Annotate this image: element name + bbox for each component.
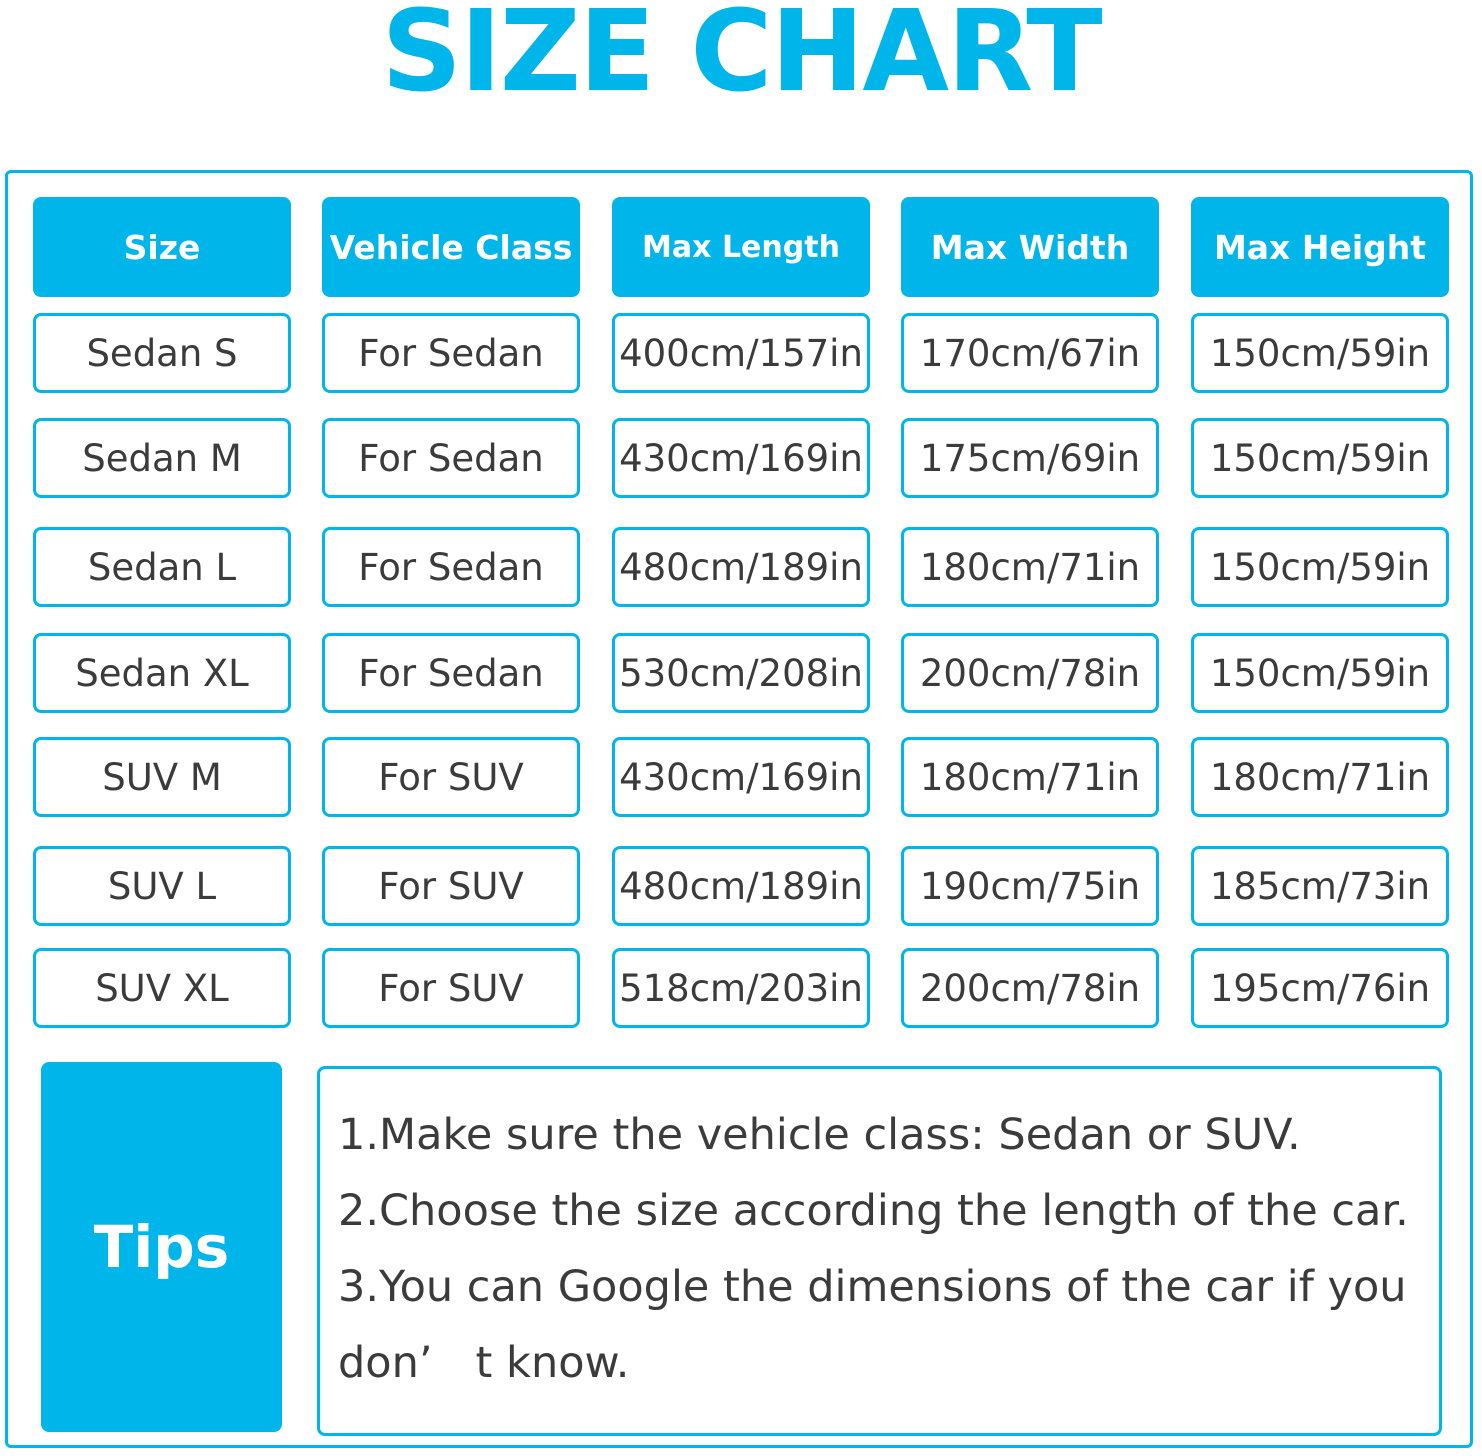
cell-vehicle-class: For Sedan [322,527,580,607]
cell-max-width: 180cm/71in [901,737,1159,817]
cell-size: SUV M [33,737,291,817]
cell-max-height: 150cm/59in [1191,418,1449,498]
page-title: SIZE CHART [381,0,1101,117]
cell-max-height: 150cm/59in [1191,313,1449,393]
cell-max-height: 185cm/73in [1191,846,1449,926]
cell-max-length: 530cm/208in [612,633,870,713]
cell-max-length: 430cm/169in [612,737,870,817]
tip-line-3: 3.You can Google the dimensions of the car if you [338,1262,1407,1312]
cell-vehicle-class: For Sedan [322,418,580,498]
cell-vehicle-class: For Sedan [322,633,580,713]
cell-size: Sedan M [33,418,291,498]
cell-vehicle-class: For SUV [322,737,580,817]
cell-max-height: 150cm/59in [1191,527,1449,607]
cell-vehicle-class: For SUV [322,846,580,926]
header-vehicle-class: Vehicle Class [322,197,580,297]
cell-max-width: 190cm/75in [901,846,1159,926]
cell-max-width: 180cm/71in [901,527,1159,607]
tip-line-2: 2.Choose the size according the length of the car. [338,1186,1409,1236]
cell-max-width: 170cm/67in [901,313,1159,393]
cell-max-width: 175cm/69in [901,418,1159,498]
cell-max-length: 518cm/203in [612,948,870,1028]
cell-size: SUV L [33,846,291,926]
header-max-length: Max Length [612,197,870,297]
header-size: Size [33,197,291,297]
cell-size: Sedan L [33,527,291,607]
cell-max-height: 150cm/59in [1191,633,1449,713]
tips-box [317,1066,1442,1436]
cell-max-length: 400cm/157in [612,313,870,393]
cell-size: Sedan S [33,313,291,393]
cell-max-length: 480cm/189in [612,527,870,607]
header-max-height: Max Height [1191,197,1449,297]
cell-size: SUV XL [33,948,291,1028]
cell-max-length: 480cm/189in [612,846,870,926]
cell-vehicle-class: For SUV [322,948,580,1028]
header-max-width: Max Width [901,197,1159,297]
cell-vehicle-class: For Sedan [322,313,580,393]
cell-size: Sedan XL [33,633,291,713]
cell-max-length: 430cm/169in [612,418,870,498]
cell-max-height: 195cm/76in [1191,948,1449,1028]
tip-line-1: 1.Make sure the vehicle class: Sedan or SUV. [338,1110,1301,1160]
cell-max-height: 180cm/71in [1191,737,1449,817]
cell-max-width: 200cm/78in [901,948,1159,1028]
tip-line-4: don’ t know. [338,1338,630,1388]
cell-max-width: 200cm/78in [901,633,1159,713]
tips-label: Tips [41,1062,282,1432]
